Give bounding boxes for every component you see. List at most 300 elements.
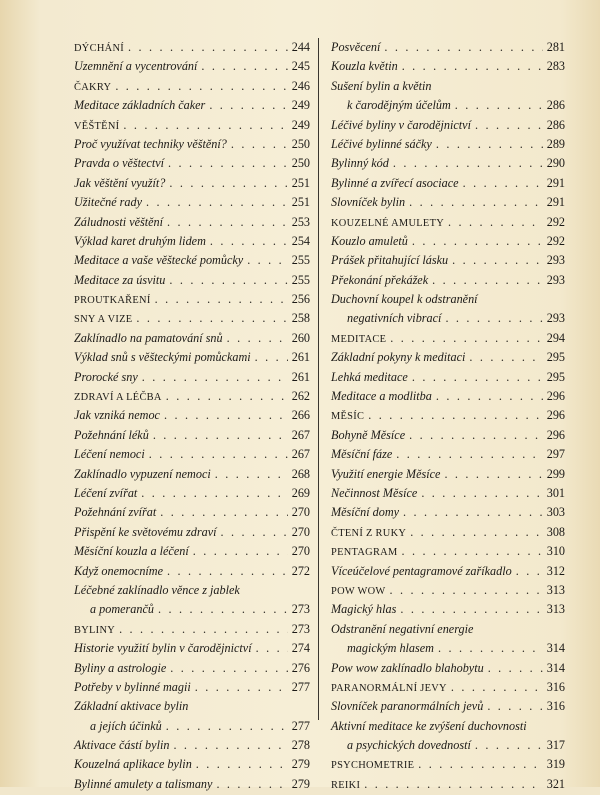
toc-entry-page: 316 [546, 699, 565, 714]
toc-entry-title: Bylinné a zvířecí asociace [331, 175, 459, 190]
toc-entry-page: 279 [291, 776, 310, 791]
toc-entry-page: 299 [546, 466, 565, 481]
toc-entry [331, 697, 565, 716]
toc-entry-title: POW WOW [331, 585, 386, 597]
dot-leader [119, 620, 288, 639]
dot-leader [390, 329, 542, 348]
toc-entry-title: Léčení nemoci [74, 447, 145, 462]
dot-leader [444, 465, 542, 484]
toc-entry-title: DÝCHÁNÍ [74, 43, 125, 54]
toc-entry-title: Víceúčelové pentagramové zaříkadlo [331, 563, 512, 578]
dot-leader [255, 348, 288, 367]
dot-leader [402, 57, 543, 76]
toc-entry-page: 262 [291, 389, 310, 404]
toc-entry-title: KOUZELNÉ AMULETY [331, 217, 445, 229]
toc-entry-title: Duchovní koupel k odstranění [331, 292, 478, 307]
toc-entry-title: a pomerančů [90, 602, 154, 617]
toc-entry-page: 312 [546, 563, 565, 578]
dot-leader [400, 600, 542, 619]
toc-entry-page: 293 [546, 272, 565, 287]
dot-leader [364, 775, 543, 794]
toc-entry-page: 289 [546, 136, 565, 151]
toc-entry [331, 426, 565, 445]
dot-leader [160, 503, 287, 522]
toc-entry-page: 245 [291, 59, 310, 74]
toc-entry [331, 445, 565, 464]
toc-entry [74, 232, 310, 251]
toc-entry [74, 135, 310, 154]
toc-entry-page: 255 [291, 272, 310, 287]
toc-entry-page: 261 [291, 369, 310, 384]
toc-entry [74, 387, 310, 406]
toc-entry-title: ČAKRY [74, 81, 112, 93]
toc-entry [74, 659, 310, 678]
toc-entry-page: 294 [546, 330, 565, 345]
toc-entry [74, 755, 310, 774]
toc-entry-title: Lehká meditace [331, 369, 408, 384]
dot-leader [412, 232, 543, 251]
toc-entry-title: magickým hlasem [347, 641, 434, 656]
toc-entry-page: 267 [291, 427, 310, 442]
toc-entry-page: 290 [546, 156, 565, 171]
toc-entry-title: PARANORMÁLNÍ JEVY [331, 682, 447, 694]
toc-entry-page: 268 [291, 466, 310, 481]
dot-leader [452, 251, 543, 270]
toc-entry [331, 659, 565, 678]
toc-entry-page: 249 [291, 117, 310, 132]
toc-entry-page: 251 [291, 195, 310, 210]
toc-entry [331, 465, 565, 484]
toc-entry-page: 295 [546, 350, 565, 365]
toc-entry-page: 273 [291, 602, 310, 617]
toc-entry [331, 406, 565, 425]
toc-entry-page: 286 [546, 98, 565, 113]
toc-entry [74, 38, 310, 57]
toc-entry-title: Léčivé byliny v čarodějnictví [331, 117, 471, 132]
toc-entry [331, 193, 565, 212]
toc-entry [74, 620, 310, 639]
toc-entry-title: Měsíční domy [331, 505, 400, 520]
toc-entry-page: 269 [291, 485, 310, 500]
toc-entry [331, 562, 565, 581]
toc-entry-title: MEDITACE [331, 333, 387, 345]
toc-entry-page: 292 [546, 233, 565, 248]
toc-entry-title: REIKI [331, 779, 361, 791]
toc-entry [74, 736, 310, 755]
dot-leader [409, 426, 543, 445]
toc-entry [74, 309, 310, 328]
dot-leader [141, 484, 287, 503]
toc-entry [331, 213, 565, 232]
toc-entry [74, 678, 310, 697]
toc-entry [74, 271, 310, 290]
toc-entry [331, 290, 565, 309]
toc-entry-page: 274 [291, 641, 310, 656]
dot-leader [418, 755, 542, 774]
dot-leader [409, 193, 543, 212]
toc-entry [331, 678, 565, 697]
toc-entry-title: Nečinnost Měsíce [331, 485, 418, 500]
toc-entry-title: Jak vzniká nemoc [74, 408, 160, 423]
toc-entry-page: 250 [291, 136, 310, 151]
column-divider [318, 38, 319, 720]
toc-entry-title: a jejích účinků [90, 718, 162, 733]
toc-entry-title: Léčivé bylinné sáčky [331, 136, 432, 151]
toc-entry [74, 542, 310, 561]
dot-leader [403, 503, 543, 522]
toc-entry [74, 174, 310, 193]
toc-entry [331, 57, 565, 76]
toc-entry [74, 445, 310, 464]
toc-entry-page: 266 [291, 408, 310, 423]
dot-leader [421, 484, 542, 503]
toc-entry-page: 310 [546, 544, 565, 559]
toc-entry-title: Přispění ke světovému zdraví [74, 524, 217, 539]
toc-entry [331, 639, 565, 658]
toc-entry-page: 296 [546, 408, 565, 423]
toc-entry [74, 484, 310, 503]
toc-entry-title: ZDRAVÍ A LÉČBA [74, 392, 162, 404]
toc-entry-title: MĚSÍC [331, 411, 365, 423]
toc-entry [74, 213, 310, 232]
toc-entry-page: 278 [291, 738, 310, 753]
toc-entry-page: 281 [546, 40, 565, 54]
toc-entry [331, 348, 565, 367]
toc-entry [74, 503, 310, 522]
toc-entry [331, 620, 565, 639]
toc-entry-page: 261 [291, 350, 310, 365]
toc-entry [74, 523, 310, 542]
toc-entry [331, 387, 565, 406]
toc-entry-title: Slovníček bylin [331, 195, 406, 210]
toc-entry [74, 329, 310, 348]
dot-leader [164, 406, 288, 425]
dot-leader [220, 523, 287, 542]
toc-entry-title: Aktivní meditace ke zvýšení duchovnosti [331, 718, 527, 733]
dot-leader [123, 116, 287, 135]
toc-entry-title: Historie využití bylin v čarodějnictví [74, 641, 252, 656]
toc-entry-title: Požehnání zvířat [74, 505, 157, 520]
dot-leader [469, 348, 542, 367]
toc-entry [331, 135, 565, 154]
toc-entry-page: 308 [546, 524, 565, 539]
toc-entry [331, 271, 565, 290]
toc-entry-page: 291 [546, 195, 565, 210]
toc-entry-title: negativních vibrací [347, 311, 442, 326]
toc-entry-title: Aktivace částí bylin [74, 738, 170, 753]
toc-entry [331, 523, 565, 542]
dot-leader [210, 232, 288, 251]
toc-entry-title: Léčení zvířat [74, 485, 138, 500]
toc-entry [331, 736, 565, 755]
dot-leader [196, 755, 288, 774]
toc-entry-page: 295 [546, 369, 565, 384]
toc-entry-title: Kouzla květin [331, 59, 398, 74]
toc-entry-page: 244 [291, 40, 310, 54]
toc-entry-title: SNY A VIZE [74, 314, 133, 326]
toc-entry [74, 775, 310, 794]
dot-leader [402, 542, 543, 561]
dot-leader [436, 387, 543, 406]
toc-entry-title: Když onemocníme [74, 563, 164, 578]
toc-entry-title: Pow wow zaklínadlo blahobytu [331, 660, 484, 675]
toc-entry-page: 270 [291, 524, 310, 539]
toc-entry-title: Odstranění negativní energie [331, 621, 474, 636]
toc-entry-title: BYLINY [74, 624, 116, 636]
toc-entry-page: 255 [291, 253, 310, 268]
toc-entry [74, 57, 310, 76]
dot-leader [368, 406, 542, 425]
toc-entry-page: 319 [546, 757, 565, 772]
dot-leader [516, 562, 543, 581]
toc-entry-page: 256 [291, 292, 310, 307]
dot-leader [155, 290, 288, 309]
toc-entry [331, 96, 565, 115]
toc-entry [74, 116, 310, 135]
toc-entry-title: k čarodějným účelům [347, 98, 451, 113]
toc-entry-title: Základní pokyny k meditaci [331, 350, 466, 365]
dot-leader [173, 736, 287, 755]
dot-leader [475, 116, 543, 135]
dot-leader [167, 562, 288, 581]
toc-entry-page: 293 [546, 311, 565, 326]
toc-entry-page: 314 [546, 660, 565, 675]
toc-entry [331, 38, 565, 57]
dot-leader [448, 213, 543, 232]
toc-entry [74, 600, 310, 619]
toc-entry [74, 154, 310, 173]
toc-entry-page: 254 [291, 233, 310, 248]
toc-entry-title: PROUTKAŘENÍ [74, 295, 151, 307]
toc-entry-title: Posvěcení [331, 40, 381, 54]
dot-leader [455, 96, 543, 115]
toc-entry-page: 277 [291, 718, 310, 733]
toc-entry-title: a psychických dovedností [347, 738, 471, 753]
toc-entry-title: Výklad snů s věšteckými pomůckami [74, 350, 251, 365]
dot-leader [390, 581, 543, 600]
toc-entry-page: 251 [291, 175, 310, 190]
toc-entry-title: PSYCHOMETRIE [331, 760, 415, 772]
toc-entry-title: Meditace základních čaker [74, 98, 206, 113]
toc-entry [331, 116, 565, 135]
toc-entry-page: 270 [291, 544, 310, 559]
toc-entry-title: ČTENÍ Z RUKY [331, 527, 407, 539]
toc-entry [74, 290, 310, 309]
toc-entry-title: PENTAGRAM [331, 547, 398, 559]
toc-entry-title: Prorocké sny [74, 369, 138, 384]
toc-entry [331, 232, 565, 251]
dot-leader [412, 368, 543, 387]
toc-entry-title: Překonání překážek [331, 272, 429, 287]
dot-leader [193, 542, 288, 561]
dot-leader [451, 678, 543, 697]
toc-entry-title: Výklad karet druhým lidem [74, 233, 206, 248]
toc-entry-title: Byliny a astrologie [74, 660, 167, 675]
toc-entry-title: Bohyně Měsíce [331, 427, 406, 442]
toc-entry-title: Meditace a modlitba [331, 389, 432, 404]
dot-leader [393, 154, 543, 173]
toc-entry-title: VĚŠTĚNÍ [74, 120, 120, 132]
dot-leader [167, 213, 288, 232]
toc-entry [74, 639, 310, 658]
toc-entry [74, 193, 310, 212]
toc-entry-page: 296 [546, 389, 565, 404]
toc-entry-page: 313 [546, 582, 565, 597]
toc-entry-page: 277 [291, 679, 310, 694]
toc-right-column [331, 38, 565, 794]
toc-entry-title: Kouzelná aplikace bylin [74, 757, 192, 772]
toc-entry-title: Zaklínadlo na pamatování snů [74, 330, 223, 345]
toc-entry-title: Jak věštění využít? [74, 175, 166, 190]
toc-entry-title: Prášek přitahující lásku [331, 253, 449, 268]
dot-leader [136, 309, 287, 328]
toc-entry-page: 314 [546, 641, 565, 656]
toc-entry-page: 267 [291, 447, 310, 462]
toc-entry-page: 293 [546, 253, 565, 268]
toc-entry-title: Využití energie Měsíce [331, 466, 441, 481]
dot-leader [256, 639, 288, 658]
toc-entry [331, 775, 565, 794]
dot-leader [153, 426, 288, 445]
dot-leader [168, 154, 288, 173]
toc-entry-title: Zaklínadlo vypuzení nemoci [74, 466, 211, 481]
dot-leader [384, 38, 542, 57]
dot-leader [410, 523, 543, 542]
toc-entry [74, 348, 310, 367]
toc-entry-title: Měsíční kouzla a léčení [74, 544, 189, 559]
toc-entry-page: 317 [546, 738, 565, 753]
toc-entry-page: 313 [546, 602, 565, 617]
toc-entry [74, 465, 310, 484]
toc-entry [331, 581, 565, 600]
dot-leader [128, 38, 288, 57]
toc-entry-title: Užitečné rady [74, 195, 143, 210]
toc-entry-page: 286 [546, 117, 565, 132]
toc-entry-page: 301 [546, 485, 565, 500]
toc-entry [74, 77, 310, 96]
toc-entry [331, 600, 565, 619]
toc-entry-title: Sušení bylin a květin [331, 78, 432, 93]
toc-entry [331, 77, 565, 96]
dot-leader [487, 697, 542, 716]
dot-leader [169, 174, 287, 193]
toc-entry-title: Slovníček paranormálních jevů [331, 699, 484, 714]
toc-entry [331, 717, 565, 736]
dot-leader [149, 445, 288, 464]
toc-entry [74, 368, 310, 387]
toc-entry [74, 562, 310, 581]
toc-entry [331, 542, 565, 561]
dot-leader [231, 135, 288, 154]
toc-entry [74, 406, 310, 425]
dot-leader [436, 135, 543, 154]
toc-entry [74, 581, 310, 600]
dot-leader [463, 174, 543, 193]
toc-entry-title: Meditace a vaše věštecké pomůcky [74, 253, 244, 268]
dot-leader [115, 77, 287, 96]
toc-entry-title: Měsíční fáze [331, 447, 393, 462]
toc-entry-title: Magický hlas [331, 602, 397, 617]
toc-entry-title: Léčebné zaklínadlo věnce z jablek [74, 582, 240, 597]
toc-entry-page: 258 [291, 311, 310, 326]
toc-entry [331, 329, 565, 348]
toc-entry-page: 296 [546, 427, 565, 442]
dot-leader [488, 659, 543, 678]
toc-entry-page: 321 [546, 776, 565, 791]
dot-leader [227, 329, 288, 348]
toc-entry-page: 270 [291, 505, 310, 520]
dot-leader [216, 775, 287, 794]
dot-leader [475, 736, 543, 755]
dot-leader [169, 271, 287, 290]
toc-entry-title: Meditace za úsvitu [74, 272, 166, 287]
toc-entry-page: 273 [291, 621, 310, 636]
toc-entry-page: 249 [291, 98, 310, 113]
toc-entry-page: 246 [291, 78, 310, 93]
dot-leader [146, 193, 288, 212]
toc-entry-page: 316 [546, 679, 565, 694]
toc-entry [331, 154, 565, 173]
dot-leader [438, 639, 543, 658]
toc-entry [331, 174, 565, 193]
toc-entry [331, 503, 565, 522]
dot-leader [209, 96, 287, 115]
toc-entry-title: Kouzlo amuletů [331, 233, 408, 248]
toc-entry-page: 292 [546, 214, 565, 229]
toc-entry-page: 279 [291, 757, 310, 772]
toc-entry [331, 309, 565, 328]
toc-entry [331, 484, 565, 503]
toc-entry-page: 253 [291, 214, 310, 229]
toc-entry-title: Bylinné amulety a talismany [74, 776, 213, 791]
toc-entry [331, 251, 565, 270]
toc-entry-page: 303 [546, 505, 565, 520]
dot-leader [445, 309, 542, 328]
toc-entry [331, 368, 565, 387]
toc-entry-title: Záludnosti věštění [74, 214, 164, 229]
toc-entry-page: 291 [546, 175, 565, 190]
toc-entry-title: Potřeby v bylinné magii [74, 679, 191, 694]
toc-entry-title: Uzemnění a vycentrování [74, 59, 198, 74]
dot-leader [158, 600, 288, 619]
dot-leader [201, 57, 287, 76]
toc-entry-title: Požehnání léků [74, 427, 149, 442]
toc-entry-page: 260 [291, 330, 310, 345]
toc-entry-page: 272 [291, 563, 310, 578]
toc-entry-page: 250 [291, 156, 310, 171]
toc-entry [74, 96, 310, 115]
toc-entry [74, 697, 310, 716]
dot-leader [247, 251, 288, 270]
dot-leader [396, 445, 542, 464]
dot-leader [215, 465, 288, 484]
toc-entry-title: Pravda o věštectví [74, 156, 165, 171]
toc-entry [74, 251, 310, 270]
dot-leader [195, 678, 288, 697]
toc-entry-title: Proč využívat techniky věštění? [74, 136, 227, 151]
dot-leader [142, 368, 288, 387]
toc-entry-page: 297 [546, 447, 565, 462]
toc-entry-title: Základní aktivace bylin [74, 699, 189, 714]
dot-leader [166, 717, 288, 736]
toc-left-column [74, 38, 310, 794]
toc-entry [331, 755, 565, 774]
toc-entry-page: 283 [546, 59, 565, 74]
dot-leader [170, 659, 287, 678]
toc-entry [74, 717, 310, 736]
toc-entry-title: Bylinný kód [331, 156, 389, 171]
dot-leader [432, 271, 543, 290]
